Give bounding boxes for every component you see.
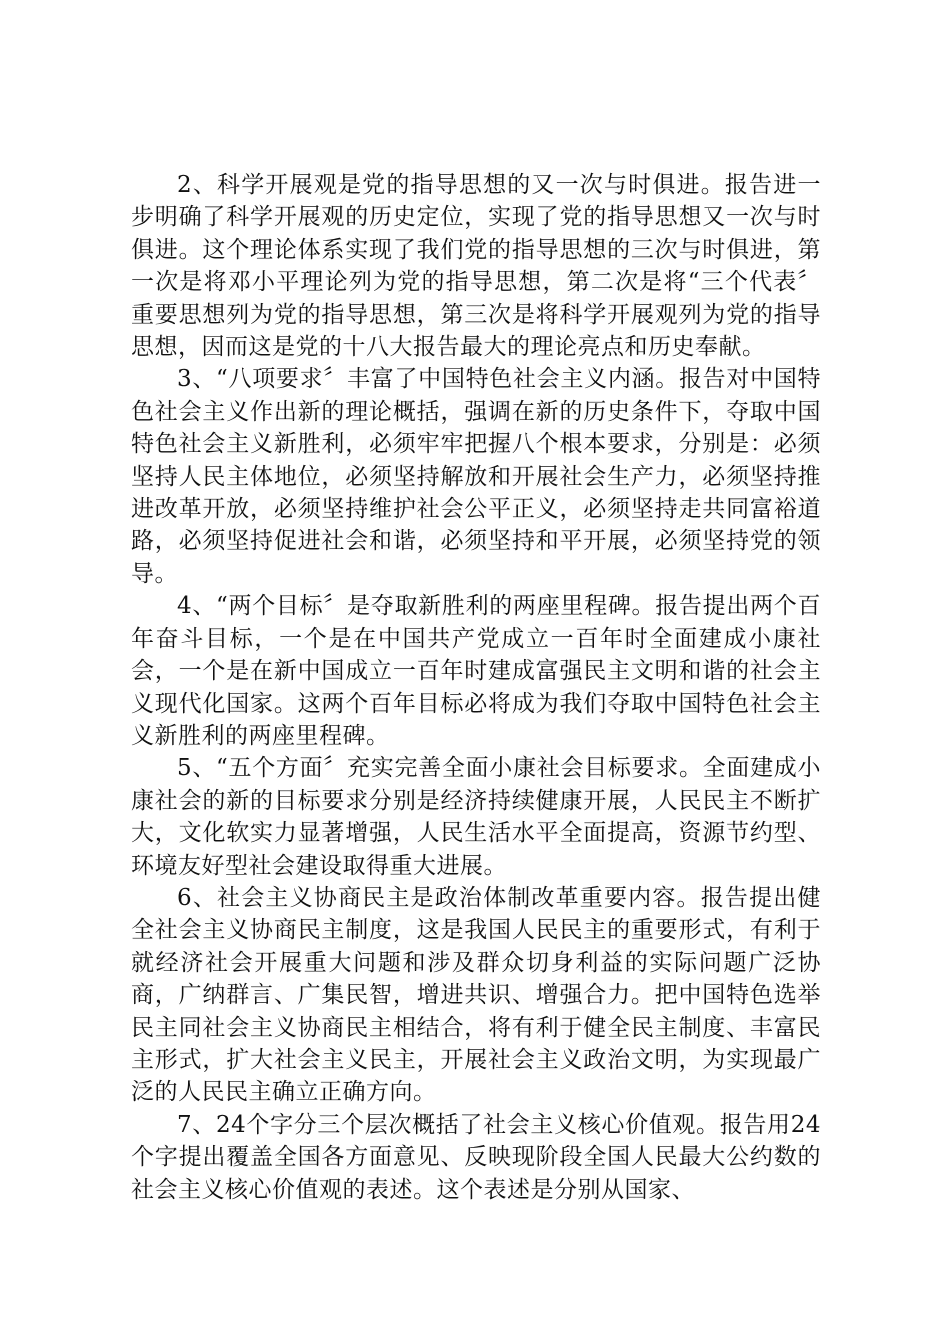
paragraph-3: 3、“八项要求〞丰富了中国特色社会主义内涵。报告对中国特色社会主义作出新的理论概括，强调在新的历史条件下，夺取中国特色社会主义新胜利，必须牢牢把握八个根本要求，分别是：必须坚持人民主体地位，必须坚持解放和开展社会生产力，必须坚持推进改革开放，必须坚持维护社会公平正义，必须坚持走共同富裕道路，必须坚持促进社会和谐，必须坚持和平开展，必须坚持党的领导。 bbox=[131, 366, 821, 587]
paragraph-6: 6、社会主义协商民主是政治体制改革重要内容。报告提出健全社会主义协商民主制度，这是我国人民民主的重要形式，有利于就经济社会开展重大问题和涉及群众切身利益的实际问题广泛协商，广纳群言、广集民智，增进共识、增强合力。把中国特色选举民主同社会主义协商民主相结合，将有利于健全民主制度、丰富民主形式，扩大社会主义民主，开展社会主义政治文明，为实现最广泛的人民民主确立正确方向。 bbox=[131, 884, 821, 1106]
paragraph-7: 7、24个字分三个层次概括了社会主义核心价值观。报告用24个字提出覆盖全国各方面意见、反映现阶段全国人民最大公约数的社会主义核心价值观的表述。这个表述是分别从国家、 bbox=[131, 1111, 821, 1203]
paragraph-2: 2、科学开展观是党的指导思想的又一次与时俱进。报告进一步明确了科学开展观的历史定位，实现了党的指导思想又一次与时俱进。这个理论体系实现了我们党的指导思想的三次与时俱进，第一次是将邓小平理论列为党的指导思想，第二次是将“三个代表〞重要思想列为党的指导思想，第三次是将科学开展观列为党的指导思想，因而这是党的十八大报告最大的理论亮点和历史奉献。 bbox=[131, 172, 821, 361]
document-body bbox=[131, 169, 821, 1206]
paragraph-5: 5、“五个方面〞充实完善全面小康社会目标要求。全面建成小康社会的新的目标要求分别是经济持续健康开展，人民民主不断扩大，文化软实力显著增强，人民生活水平全面提高，资源节约型、环境友好型社会建设取得重大进展。 bbox=[131, 755, 821, 879]
paragraph-4: 4、“两个目标〞是夺取新胜利的两座里程碑。报告提出两个百年奋斗目标，一个是在中国共产党成立一百年时全面建成小康社会，一个是在新中国成立一百年时建成富强民主文明和谐的社会主义现代化国家。这两个百年目标必将成为我们夺取中国特色社会主义新胜利的两座里程碑。 bbox=[131, 593, 821, 749]
